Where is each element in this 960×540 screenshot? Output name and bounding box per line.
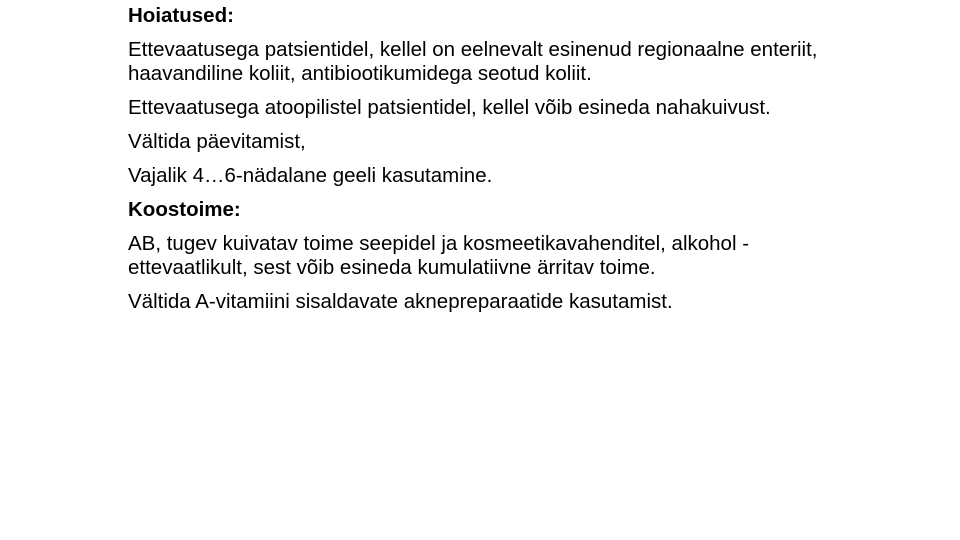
warning-item-colitis: Ettevaatusega patsientidel, kellel on eelnevalt esinenud regionaalne enteriit, haavandiline koliit, antibiootikumidega seotud koliit. [128,38,818,85]
slide-content [128,4,828,324]
warning-item-sun: Vältida päevitamist, [128,130,306,153]
warnings-heading: Hoiatused: [128,4,234,27]
interactions-heading: Koostoime: [128,198,241,221]
warning-item-duration: Vajalik 4…6-nädalane geeli kasutamine. [128,164,493,187]
interaction-item-vitamin-a: Vältida A-vitamiini sisaldavate aknepreparaatide kasutamist. [128,290,673,313]
interaction-item-ab: AB, tugev kuivatav toime seepidel ja kosmeetikavahenditel, alkohol -ettevaatlikult, sest võib esineda kumulatiivne ärritav toime. [128,232,750,279]
warning-item-atopic: Ettevaatusega atoopilistel patsientidel, kellel võib esineda nahakuivust. [128,96,771,119]
